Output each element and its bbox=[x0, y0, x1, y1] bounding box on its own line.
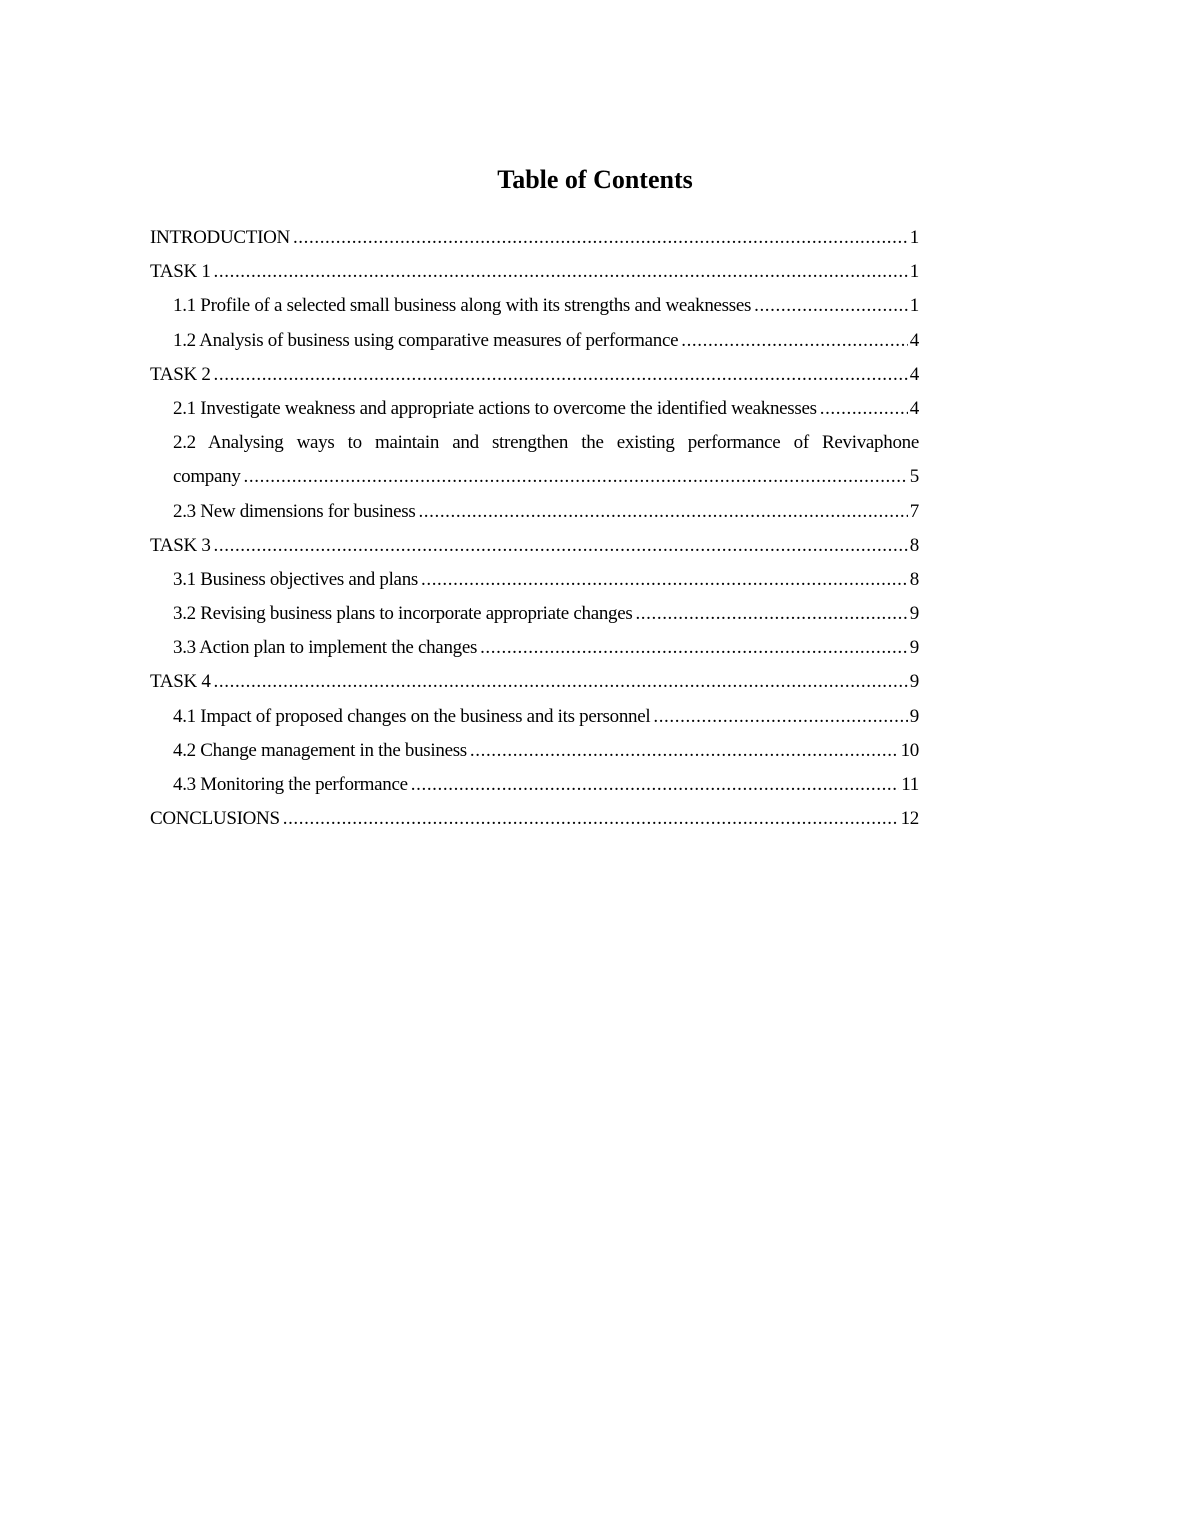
toc-dot-leader bbox=[214, 255, 908, 289]
toc-entry-text: 2.3 New dimensions for business bbox=[173, 500, 416, 522]
toc-entry-text: INTRODUCTION bbox=[150, 227, 290, 248]
toc-entry-text: TASK 4 bbox=[150, 671, 211, 693]
toc-entry-1-2[interactable] bbox=[150, 324, 919, 358]
toc-entry-text: 3.2 Revising business plans to incorporate appropriate changes bbox=[173, 603, 633, 625]
table-of-contents bbox=[150, 221, 919, 836]
toc-entry-2-1[interactable] bbox=[150, 392, 919, 426]
toc-entry-4-2[interactable] bbox=[150, 734, 919, 768]
toc-dot-leader bbox=[293, 221, 908, 255]
toc-entry-text-line-1: 2.2 Analysing ways to maintain and strengthen the existing performance of Revivaphone bbox=[173, 432, 919, 454]
toc-entry-text: CONCLUSIONS bbox=[150, 808, 280, 830]
toc-page-number: 4 bbox=[909, 363, 919, 385]
toc-entry-text: 4.2 Change management in the business bbox=[173, 739, 467, 761]
toc-entry-text: 3.1 Business objectives and plans bbox=[173, 568, 418, 590]
toc-entry-3-1[interactable] bbox=[150, 563, 919, 597]
toc-entry-text: 2.1 Investigate weakness and appropriate actions to overcome the identified weaknesses bbox=[173, 397, 817, 419]
page-title: Table of Contents bbox=[497, 165, 693, 194]
toc-page-number: 10 bbox=[900, 739, 919, 761]
toc-dot-leader bbox=[214, 529, 908, 563]
toc-page-number: 8 bbox=[909, 534, 919, 556]
toc-page-number: 11 bbox=[901, 774, 919, 795]
toc-page-number: 1 bbox=[909, 261, 919, 283]
toc-entry-text: TASK 3 bbox=[150, 534, 211, 556]
toc-dot-leader bbox=[681, 324, 908, 358]
toc-entry-3-3[interactable] bbox=[150, 631, 919, 665]
toc-page-number: 9 bbox=[909, 705, 919, 727]
toc-dot-leader bbox=[754, 289, 908, 323]
toc-entry-task-3[interactable] bbox=[150, 529, 919, 563]
toc-entry-text: 1.2 Analysis of business using comparative measures of performance bbox=[173, 329, 679, 351]
toc-entry-text-line-2: company bbox=[173, 466, 241, 488]
toc-entry-4-1[interactable] bbox=[150, 700, 919, 734]
toc-page-number: 5 bbox=[909, 466, 919, 488]
toc-page-number: 1 bbox=[909, 227, 919, 248]
toc-dot-leader bbox=[214, 358, 908, 392]
toc-entry-task-1[interactable] bbox=[150, 255, 919, 289]
toc-entry-2-2[interactable] bbox=[150, 426, 919, 494]
toc-dot-leader bbox=[653, 700, 907, 734]
toc-page-number: 12 bbox=[900, 808, 919, 830]
toc-entry-4-3[interactable] bbox=[150, 768, 919, 802]
toc-entry-text: 4.3 Monitoring the performance bbox=[173, 774, 408, 795]
toc-page-number: 1 bbox=[909, 295, 919, 317]
toc-dot-leader bbox=[421, 563, 908, 597]
toc-page-number: 8 bbox=[909, 568, 919, 590]
toc-page-number: 9 bbox=[909, 637, 919, 659]
toc-page-number: 4 bbox=[909, 329, 919, 351]
toc-entry-task-2[interactable] bbox=[150, 358, 919, 392]
toc-dot-leader bbox=[635, 597, 907, 631]
toc-dot-leader bbox=[411, 768, 900, 802]
toc-dot-leader bbox=[480, 631, 908, 665]
toc-entry-text: 3.3 Action plan to implement the changes bbox=[173, 637, 478, 659]
toc-entry-text: 1.1 Profile of a selected small business along with its strengths and weaknesses bbox=[173, 295, 752, 317]
toc-dot-leader bbox=[244, 460, 908, 494]
toc-page-number: 4 bbox=[909, 397, 919, 419]
toc-page-number: 7 bbox=[909, 500, 919, 522]
toc-page-number: 9 bbox=[909, 603, 919, 625]
toc-dot-leader bbox=[283, 802, 899, 836]
toc-entry-1-1[interactable] bbox=[150, 289, 919, 323]
toc-page-number: 9 bbox=[909, 671, 919, 693]
toc-entry-text: TASK 2 bbox=[150, 363, 211, 385]
toc-entry-2-3[interactable] bbox=[150, 495, 919, 529]
toc-dot-leader bbox=[470, 734, 899, 768]
toc-entry-task-4[interactable] bbox=[150, 665, 919, 699]
toc-entry-text: 4.1 Impact of proposed changes on the business and its personnel bbox=[173, 705, 651, 727]
toc-entry-3-2[interactable] bbox=[150, 597, 919, 631]
toc-entry-text: TASK 1 bbox=[150, 261, 211, 283]
toc-dot-leader bbox=[418, 495, 907, 529]
toc-entry-introduction[interactable] bbox=[150, 221, 919, 255]
toc-dot-leader bbox=[820, 392, 908, 426]
toc-entry-conclusions[interactable] bbox=[150, 802, 919, 836]
toc-dot-leader bbox=[214, 665, 908, 699]
